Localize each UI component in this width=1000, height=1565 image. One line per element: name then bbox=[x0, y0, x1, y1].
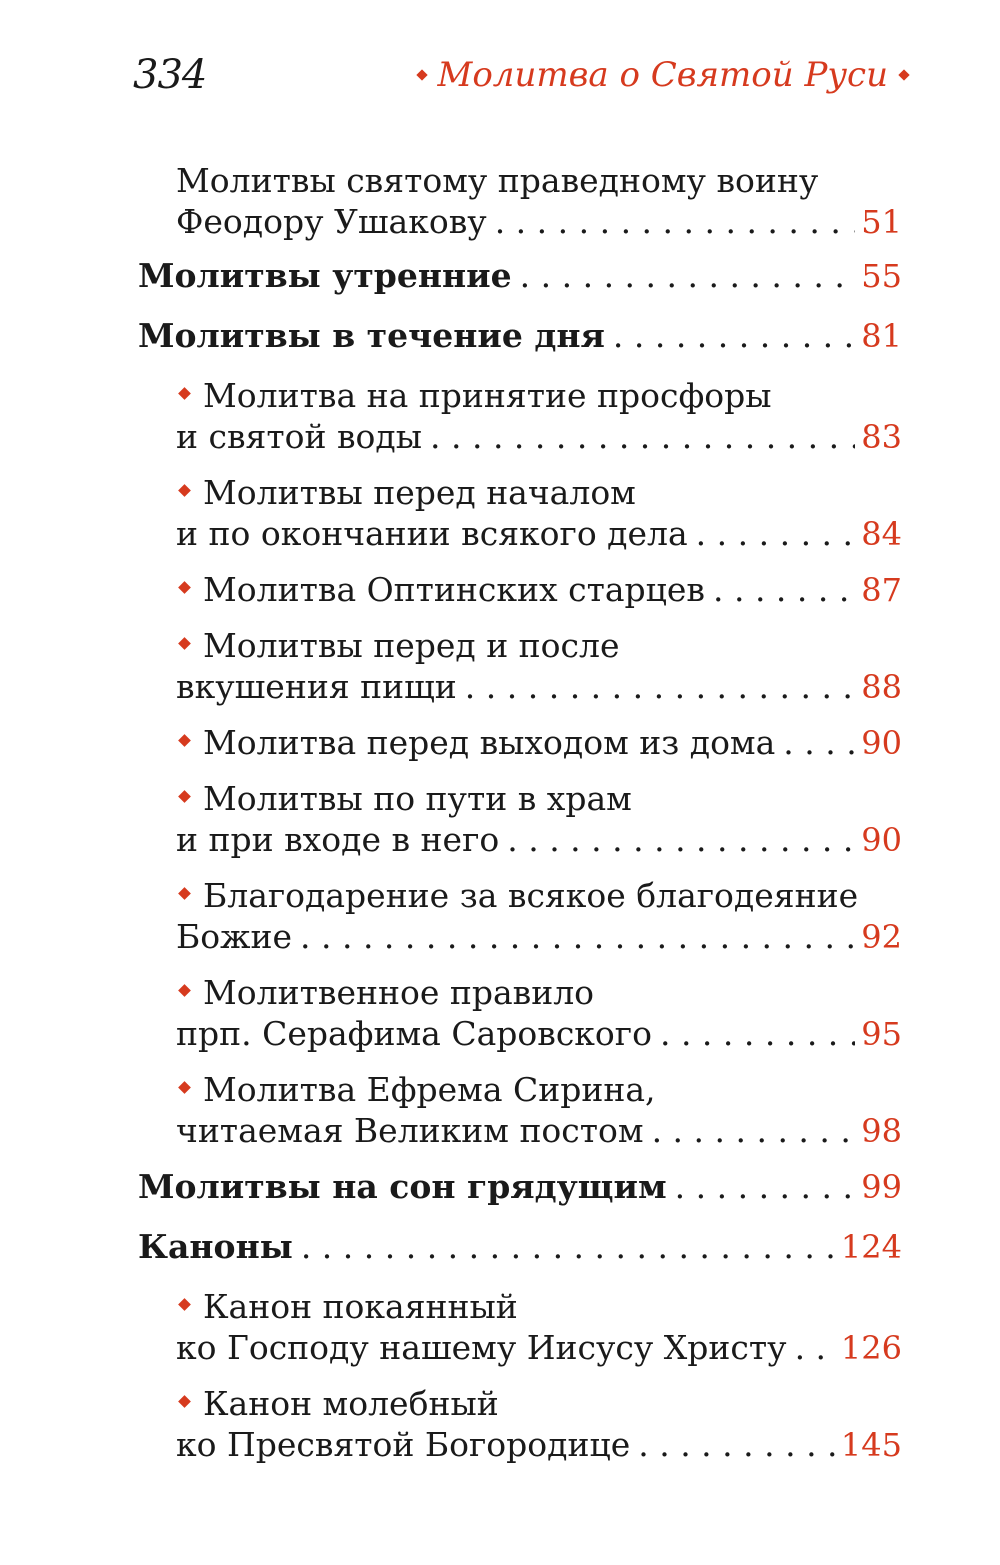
toc-entry-last-line bbox=[176, 722, 902, 764]
toc-page-number: 99 bbox=[861, 1168, 902, 1206]
toc-entry-title: ко Господу нашему Иисусу Христу bbox=[176, 1328, 787, 1367]
toc-entry-last-line bbox=[176, 1424, 902, 1466]
diamond-icon bbox=[178, 387, 191, 400]
diamond-icon bbox=[178, 984, 191, 997]
toc-page-number: 126 bbox=[840, 1329, 902, 1367]
toc-page-number: 87 bbox=[861, 571, 902, 609]
dot-leader bbox=[613, 315, 855, 356]
toc-entry[interactable] bbox=[138, 375, 902, 458]
toc-entry-text: Молитвы святому праведному воину bbox=[176, 161, 819, 200]
toc-entry-line bbox=[176, 972, 902, 1013]
toc-page-number: 55 bbox=[861, 257, 902, 295]
toc-entry[interactable] bbox=[138, 875, 902, 958]
dot-leader bbox=[301, 1226, 835, 1267]
toc-entry-line bbox=[176, 1286, 902, 1327]
toc-entry-title: читаемая Великим постом bbox=[176, 1111, 644, 1150]
page-number: 334 bbox=[133, 52, 207, 98]
toc-entry-text: Молитвы перед началом bbox=[203, 473, 636, 512]
toc-page-number: 92 bbox=[861, 918, 902, 956]
toc-entry-last-line bbox=[176, 569, 902, 611]
toc-entry-line bbox=[176, 875, 902, 916]
toc-page-number: 90 bbox=[861, 821, 902, 859]
toc-entry-last-line bbox=[176, 1013, 902, 1055]
toc-entry-line bbox=[176, 778, 902, 819]
toc-entry-text: Благодарение за всякое благодеяние bbox=[203, 876, 859, 915]
dot-leader bbox=[638, 1424, 835, 1465]
toc-entry-text: Канон покаянный bbox=[203, 1287, 518, 1326]
toc-entry-text: Молитвы перед и после bbox=[203, 626, 620, 665]
toc-entry-title: Молитва Оптинских старцев bbox=[203, 570, 705, 609]
toc-entry[interactable] bbox=[138, 722, 902, 764]
toc-entry[interactable] bbox=[138, 472, 902, 555]
toc-page-number: 81 bbox=[861, 317, 902, 355]
toc-page-number: 88 bbox=[861, 668, 902, 706]
diamond-icon bbox=[178, 734, 191, 747]
toc-entry-title: Каноны bbox=[138, 1227, 293, 1266]
dot-leader bbox=[465, 666, 855, 707]
toc-page-number: 51 bbox=[861, 203, 902, 241]
toc-page-number: 84 bbox=[861, 515, 902, 553]
toc-entry-line bbox=[176, 160, 902, 201]
dot-leader bbox=[696, 513, 856, 554]
toc-entry-line bbox=[176, 625, 902, 666]
toc-entry[interactable] bbox=[138, 160, 902, 243]
toc-entry[interactable] bbox=[138, 778, 902, 861]
toc-entry-line bbox=[176, 375, 902, 416]
toc-entry[interactable] bbox=[138, 569, 902, 611]
dot-leader bbox=[795, 1327, 835, 1368]
toc-entry-text: Молитва Ефрема Сирина, bbox=[203, 1070, 656, 1109]
toc-entry-title: Молитвы на сон грядущим bbox=[138, 1167, 667, 1206]
dot-leader bbox=[495, 201, 856, 242]
diamond-icon bbox=[898, 69, 909, 80]
dot-leader bbox=[507, 819, 855, 860]
table-of-contents bbox=[138, 160, 902, 1480]
toc-entry-title: и при входе в него bbox=[176, 820, 500, 859]
toc-entry-last-line bbox=[176, 1327, 902, 1369]
dot-leader bbox=[675, 1166, 856, 1207]
dot-leader bbox=[660, 1013, 855, 1054]
toc-entry-title: ко Пресвятой Богородице bbox=[176, 1425, 631, 1464]
toc-entry-last-line bbox=[176, 416, 902, 458]
toc-entry[interactable] bbox=[138, 1286, 902, 1369]
diamond-icon bbox=[178, 581, 191, 594]
diamond-icon bbox=[178, 1395, 191, 1408]
toc-entry-title: и по окончании всякого дела bbox=[176, 514, 688, 553]
toc-entry-text: Молитвы по пути в храм bbox=[203, 779, 632, 818]
toc-entry-last-line bbox=[176, 513, 902, 555]
toc-entry-title: Молитвы в течение дня bbox=[138, 316, 605, 355]
dot-leader bbox=[430, 416, 855, 457]
toc-entry-line bbox=[176, 472, 902, 513]
toc-entry-title: Феодору Ушакову bbox=[176, 202, 487, 241]
toc-entry[interactable] bbox=[138, 315, 902, 357]
dot-leader bbox=[520, 255, 856, 296]
dot-leader bbox=[783, 722, 855, 763]
diamond-icon bbox=[416, 69, 427, 80]
toc-page-number: 83 bbox=[861, 418, 902, 456]
toc-entry-last-line bbox=[138, 1166, 902, 1208]
diamond-icon bbox=[178, 790, 191, 803]
toc-entry[interactable] bbox=[138, 1069, 902, 1152]
toc-entry-title: Молитва перед выходом из дома bbox=[203, 723, 776, 762]
toc-entry-text: Молитва на принятие просфоры bbox=[203, 376, 772, 415]
dot-leader bbox=[713, 569, 855, 610]
toc-entry-line bbox=[176, 1069, 902, 1110]
toc-entry[interactable] bbox=[138, 972, 902, 1055]
dot-leader bbox=[300, 916, 855, 957]
toc-entry-last-line bbox=[176, 201, 902, 243]
diamond-icon bbox=[178, 887, 191, 900]
toc-entry-last-line bbox=[176, 916, 902, 958]
running-title bbox=[418, 55, 908, 95]
toc-page-number: 145 bbox=[840, 1426, 902, 1464]
toc-entry-last-line bbox=[176, 1110, 902, 1152]
toc-entry-title: и святой воды bbox=[176, 417, 423, 456]
diamond-icon bbox=[178, 1298, 191, 1311]
toc-page-number: 98 bbox=[861, 1112, 902, 1150]
toc-entry-text: Канон молебный bbox=[203, 1384, 499, 1423]
page-header bbox=[0, 0, 1000, 130]
dot-leader bbox=[652, 1110, 856, 1151]
toc-entry-last-line bbox=[138, 315, 902, 357]
toc-entry-last-line bbox=[138, 255, 902, 297]
toc-page-number: 90 bbox=[861, 724, 902, 762]
toc-entry-last-line bbox=[138, 1226, 902, 1268]
toc-entry-last-line bbox=[176, 819, 902, 861]
toc-entry-title: Молитвы утренние bbox=[138, 256, 512, 295]
toc-entry-last-line bbox=[176, 666, 902, 708]
toc-entry-title: прп. Серафима Саровского bbox=[176, 1014, 652, 1053]
toc-entry[interactable] bbox=[138, 625, 902, 708]
toc-entry-title: вкушения пищи bbox=[176, 667, 457, 706]
diamond-icon bbox=[178, 484, 191, 497]
toc-page-number: 95 bbox=[861, 1015, 902, 1053]
toc-entry[interactable] bbox=[138, 1166, 902, 1208]
toc-entry[interactable] bbox=[138, 255, 902, 297]
diamond-icon bbox=[178, 1081, 191, 1094]
diamond-icon bbox=[178, 637, 191, 650]
toc-entry-title: Божие bbox=[176, 917, 292, 956]
toc-entry[interactable] bbox=[138, 1226, 902, 1268]
toc-page-number: 124 bbox=[840, 1228, 902, 1266]
toc-entry-line bbox=[176, 1383, 902, 1424]
running-title-text: Молитва о Святой Руси bbox=[437, 55, 888, 95]
toc-entry[interactable] bbox=[138, 1383, 902, 1466]
toc-entry-text: Молитвенное правило bbox=[203, 973, 595, 1012]
